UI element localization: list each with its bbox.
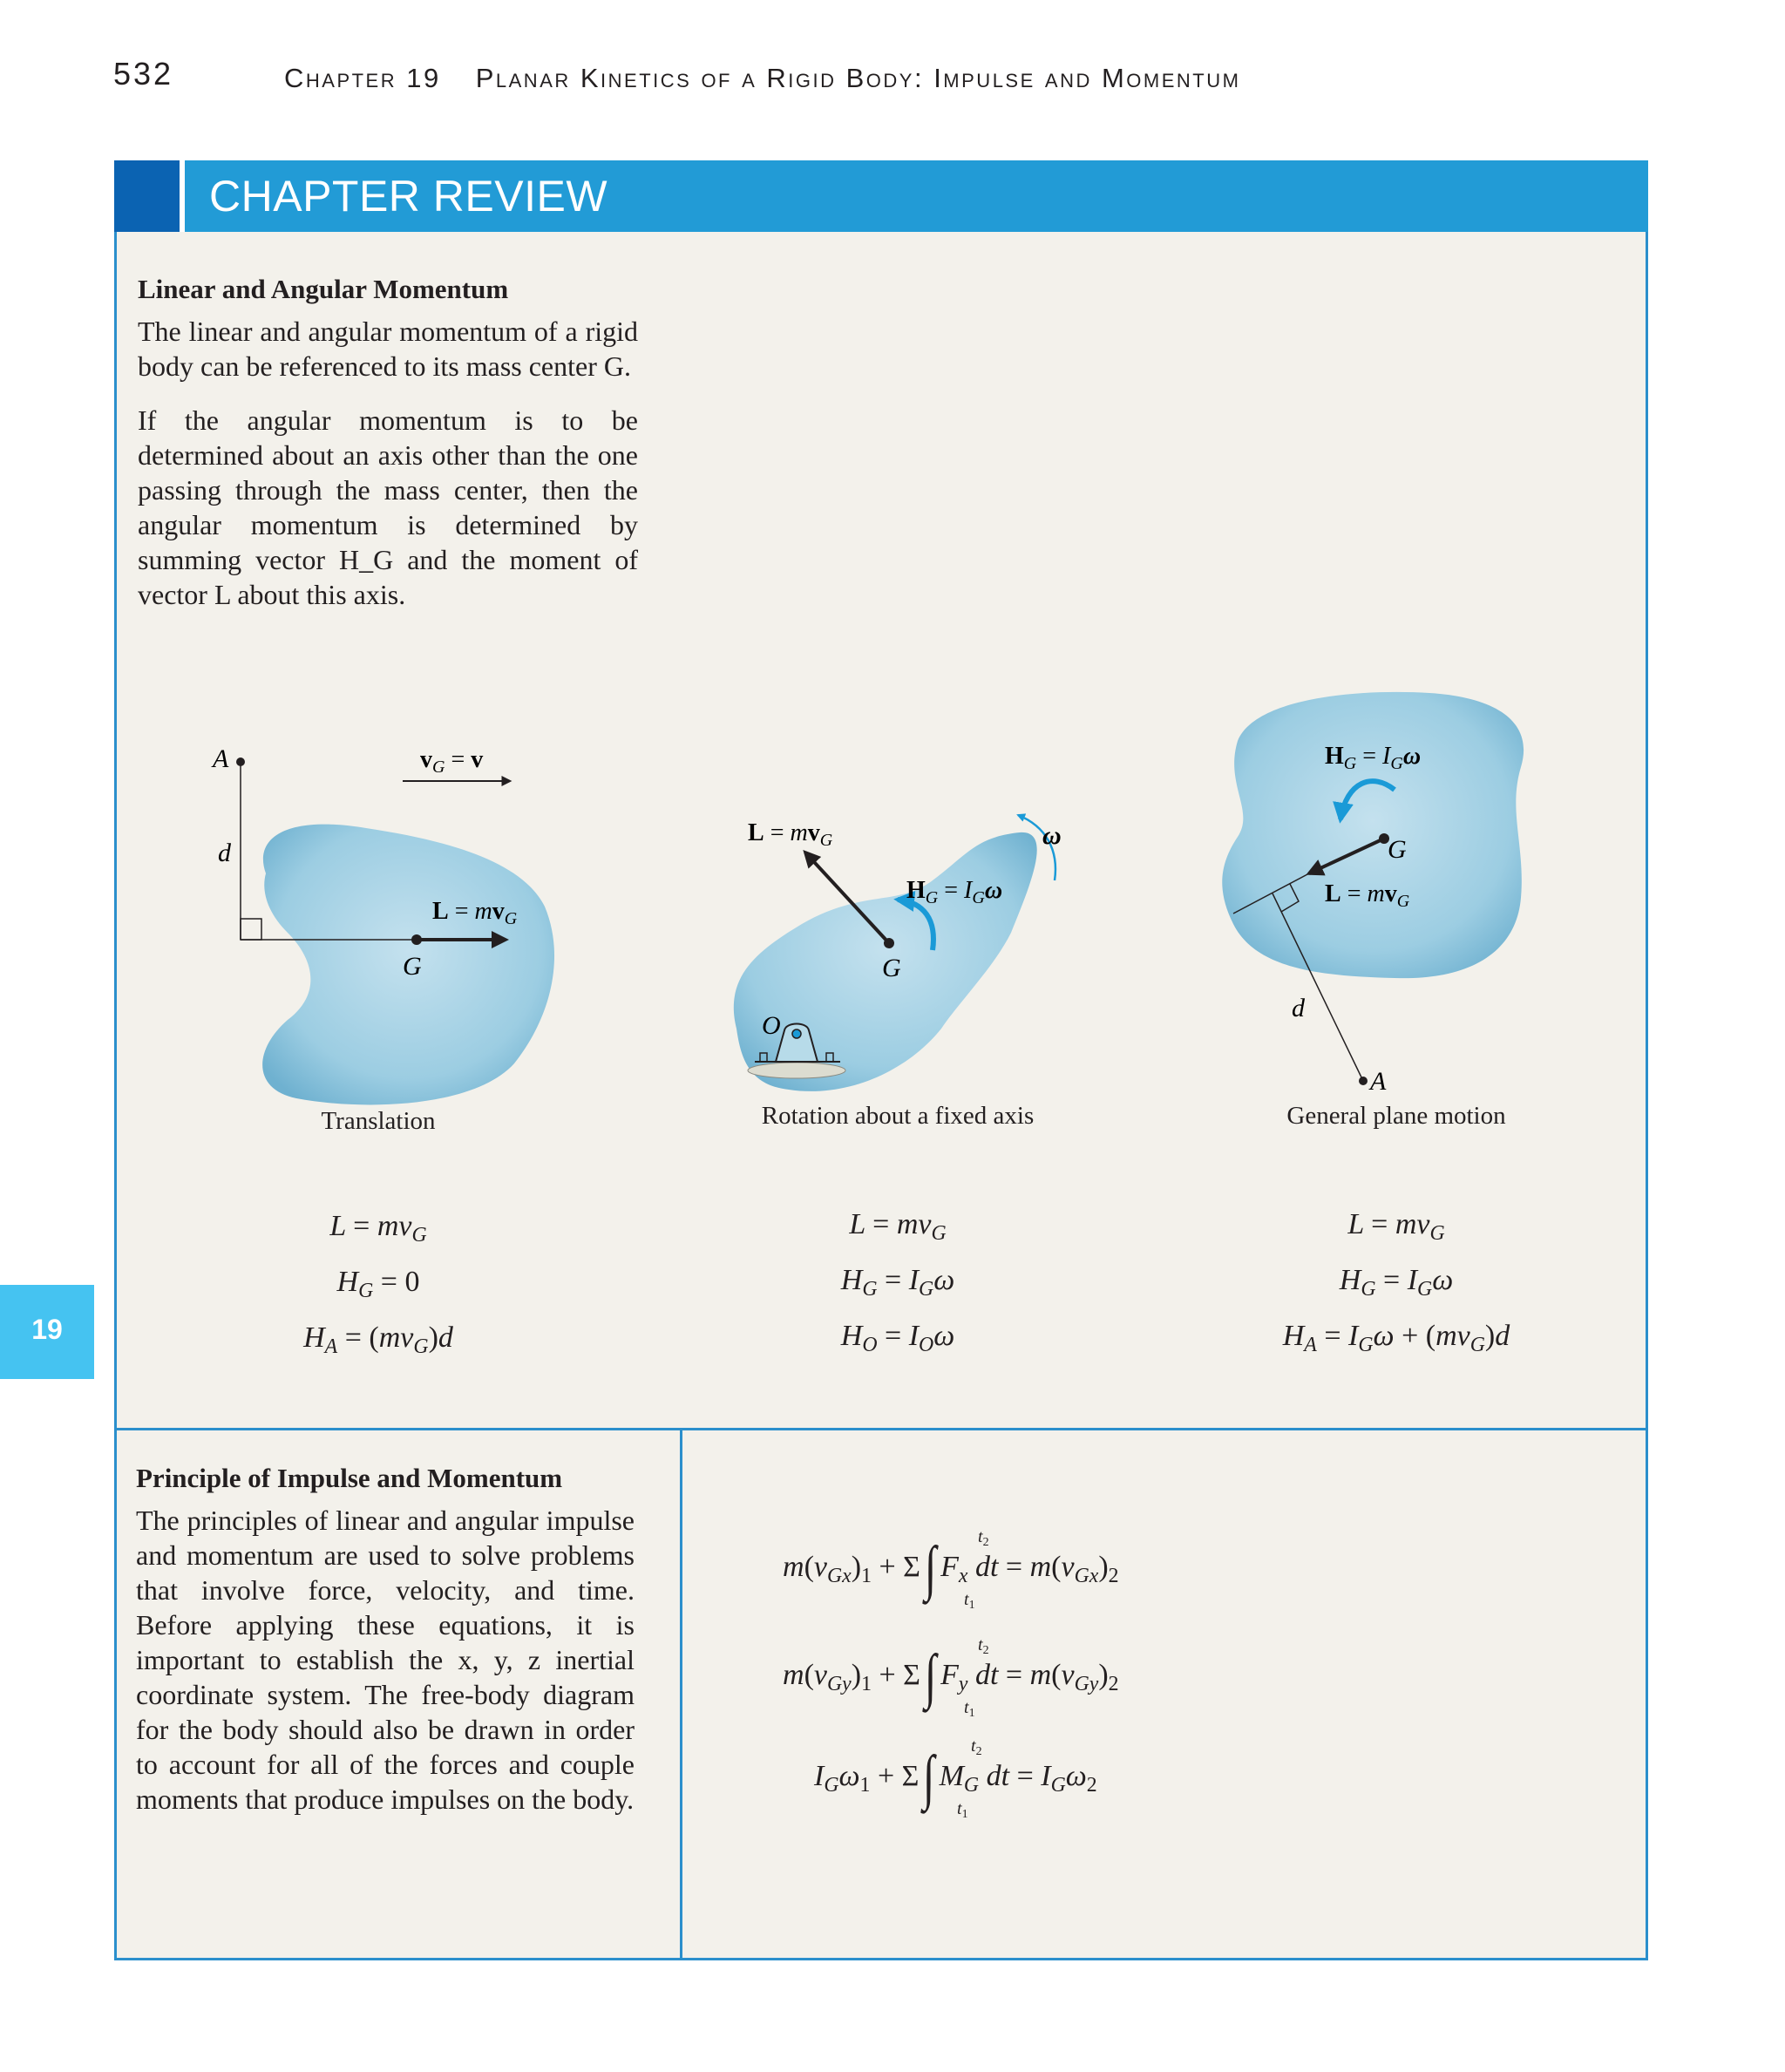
- label-linear-momentum: $L = mv_G$: [748, 819, 833, 850]
- label-distance: d: [1292, 994, 1305, 1022]
- label-mass-center: G: [403, 952, 422, 981]
- mass-center-dot: [884, 938, 894, 948]
- equation-translation-hg: $H_G = 0$: [336, 1266, 420, 1303]
- section-divider-vertical: [680, 1430, 682, 1960]
- label-mass-center: G: [1388, 835, 1407, 864]
- label-linear-momentum: $L = mv_G$: [1325, 880, 1410, 911]
- label-pivot: O: [762, 1011, 781, 1040]
- section-body: [136, 1503, 635, 1817]
- section-heading: Principle of Impulse and Momentum: [136, 1463, 563, 1493]
- equation-impulse-x: $m(v_{Gx})_1 + \Sigma\int$ $F_x$ dt = $m(v_{Gx})_2$ $t_2$ $t_1$: [783, 1527, 1119, 1613]
- caption-translation: Translation: [321, 1107, 436, 1135]
- chapter-title: Planar Kinetics of a Rigid Body: Impulse and Momentum: [475, 63, 1241, 93]
- figure-rotation: [734, 815, 1062, 1091]
- rigid-body-shape: [1222, 692, 1524, 978]
- figure-general-plane-motion: [1222, 692, 1524, 1096]
- equation-rotation-hg: $H_G = I_G\omega$: [840, 1264, 955, 1301]
- paragraph: If the angular momentum is to be determined about an axis other than the one passing through the mass center, then the angular momentum is determined by summing vector H_G and the moment of vector L about this axis.: [138, 404, 638, 610]
- page-number: 532: [113, 56, 174, 92]
- caption-rotation: Rotation about a fixed axis: [761, 1102, 1035, 1130]
- paragraph: The linear and angular momentum of a rigid body can be referenced to its mass center G.: [138, 316, 638, 382]
- label-angular-momentum: $H_G = I_G\omega$: [1325, 743, 1422, 773]
- label-velocity: $v_G = v$: [420, 746, 484, 777]
- equation-translation-ha: $H_A = (mv_G)d$: [303, 1321, 453, 1359]
- point-a-dot: [1359, 1077, 1368, 1085]
- section-impulse-momentum: [136, 1463, 635, 1836]
- label-point-a: A: [1370, 1067, 1387, 1096]
- figure-translation: [211, 744, 554, 1104]
- equation-angular-impulse: $I_G\omega_1 + \Sigma\int$ $M_G$ dt = $I_G\omega_2$ $t_2$ $t_1$: [814, 1736, 1097, 1822]
- paragraph: The principles of linear and angular impulse and momentum are used to solve problems that involve force, velocity, and time. Before applying these equations, it is important to establish the x, y, z inertial coordinate system. The free-body diagram for the body should also be drawn in order to account for all of the forces and couple moments that produce impulses on the body.: [136, 1505, 635, 1815]
- chapter-thumb-tab-label: 19: [31, 1314, 63, 1345]
- equation-impulse-y: $m(v_{Gy})_1 + \Sigma\int$ $F_y$ dt = $m(v_{Gy})_2$ $t_2$ $t_1$: [783, 1635, 1119, 1721]
- label-mass-center: G: [882, 954, 901, 982]
- label-linear-momentum: $L = mv_G$: [432, 898, 518, 928]
- equation-rotation-l: $L = mv_G$: [849, 1208, 947, 1246]
- equation-general-ha: $H_A = I_G\omega + (mv_G)d$: [1282, 1320, 1510, 1357]
- right-angle-marker: [241, 919, 261, 940]
- section-heading: Linear and Angular Momentum: [138, 274, 509, 304]
- banner-title: CHAPTER REVIEW: [209, 172, 608, 221]
- section-divider-horizontal: [114, 1428, 1648, 1430]
- label-angular-momentum: $H_G = I_G\omega$: [906, 877, 1003, 907]
- mass-center-dot: [411, 934, 422, 945]
- label-angular-velocity: ω: [1042, 821, 1062, 850]
- chapter-label: Chapter 19: [284, 63, 441, 93]
- label-distance: d: [218, 839, 231, 867]
- equation-general-hg: $H_G = I_G\omega$: [1339, 1264, 1454, 1301]
- equation-general-l: $L = mv_G$: [1347, 1208, 1445, 1246]
- equation-translation-l: $L = mv_G$: [329, 1210, 427, 1247]
- label-point-a: A: [213, 744, 229, 773]
- caption-general-plane-motion: General plane motion: [1286, 1102, 1506, 1130]
- equation-rotation-ho: $H_O = I_O\omega$: [840, 1320, 955, 1357]
